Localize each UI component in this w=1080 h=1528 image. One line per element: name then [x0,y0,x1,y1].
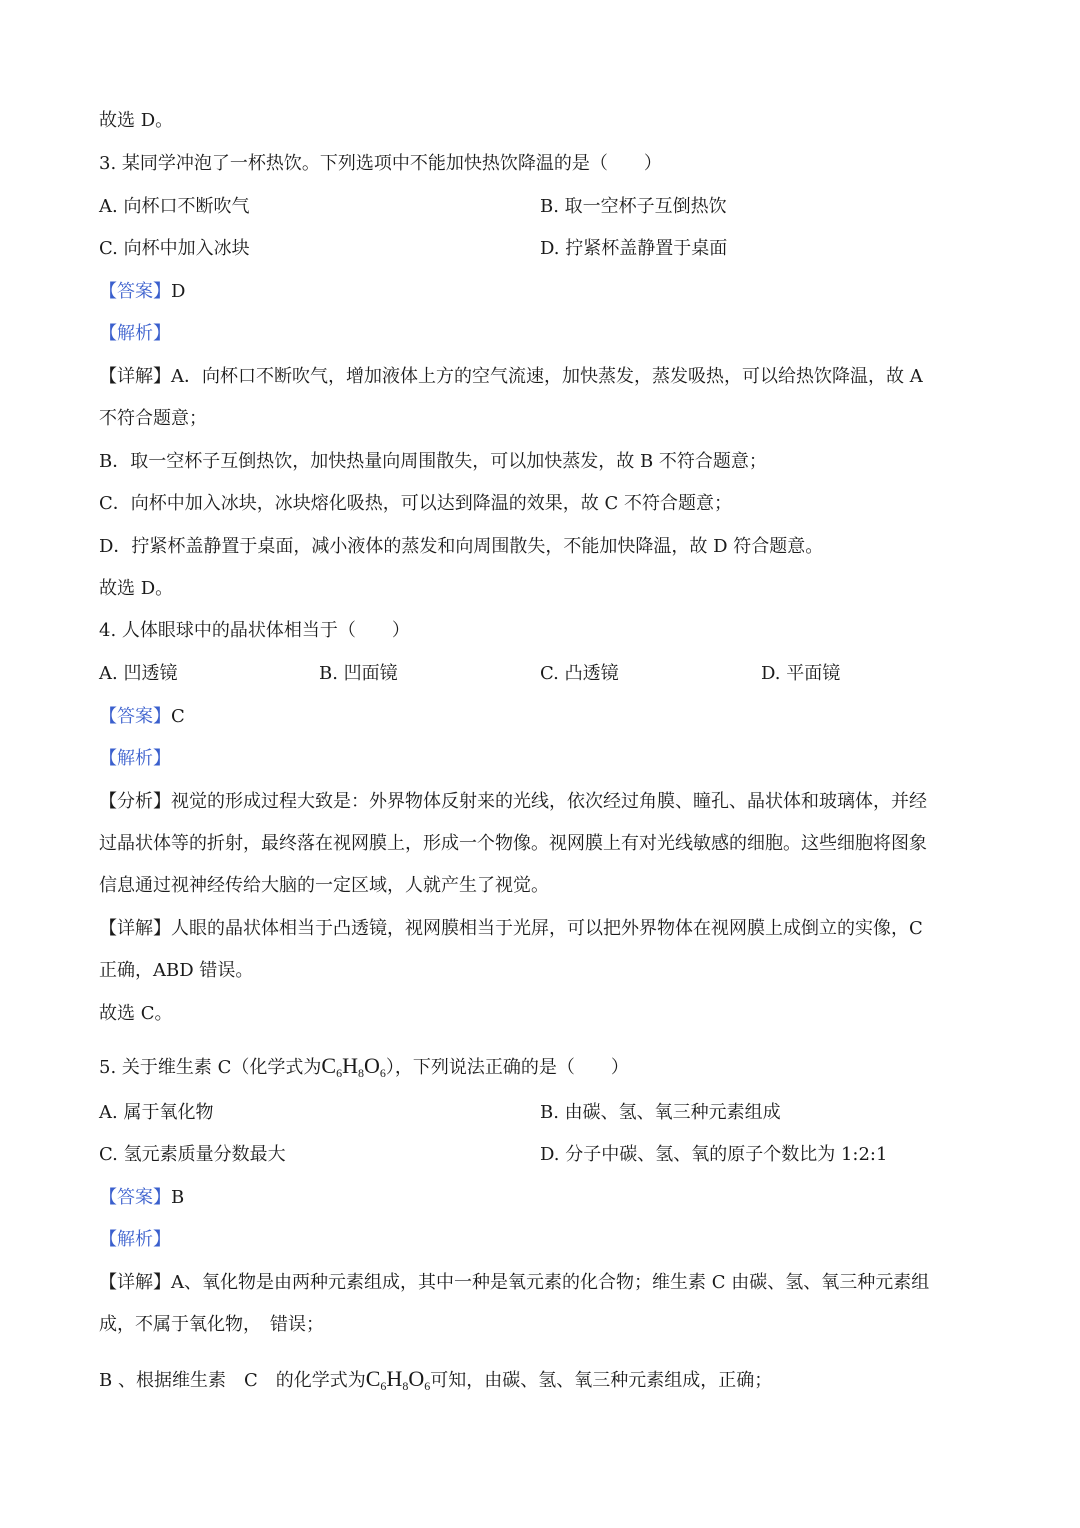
fenxi-tag: 【分析】 [99,791,171,812]
q3-detail-line-2: 不符合题意； [99,408,207,429]
q4-stem: 4. 人体眼球中的晶状体相当于（ ） [99,620,410,641]
formula-c: C [365,1366,381,1391]
q4-analysis-tag: 【解析】 [99,748,171,769]
formula-o-sub: 6 [379,1066,386,1080]
formula-h-sub: 8 [357,1066,364,1080]
detail-prefix: B 、根据维生素 C 的化学式为 [99,1370,366,1391]
detail-text: A、氧化物是由两种元素组成，其中一种是氧元素的化合物；维生素 C 由碳、氢、氧三种元素组 [171,1272,930,1293]
q5-stem [99,1054,979,1085]
stem-prefix: 5. 关于维生素 C（化学式为 [99,1057,322,1078]
q4-answer [99,705,979,729]
formula-o: O [363,1053,380,1078]
formula-c: C [321,1053,337,1078]
detail-tag: 【详解】 [99,918,171,939]
q4-conclusion: 故选 C。 [99,1003,173,1024]
q5-option-a: A. 属于氧化物 [99,1102,214,1123]
q4-fenxi-line-3: 信息通过视神经传给大脑的一定区域，人就产生了视觉。 [99,875,549,896]
q5-option-d: D. 分子中碳、氢、氧的原子个数比为 1:2:1 [540,1144,888,1165]
detail-suffix: 可知，由碳、氢、氧三种元素组成，正确； [430,1370,773,1391]
q2-conclusion: 故选 D。 [99,110,174,131]
detail-text: A．向杯口不断吹气，增加液体上方的空气流速，加快蒸发，蒸发吸热，可以给热饮降温，故 A [171,366,923,387]
q4-detail-line-1 [99,917,979,941]
answer-value: D [171,281,186,302]
formula-h: H [342,1053,358,1078]
q3-option-b: B. 取一空杯子互倒热饮 [540,196,727,217]
q3-option-d: D. 拧紧杯盖静置于桌面 [540,238,728,259]
q4-option-d: D. 平面镜 [761,663,841,684]
q5-analysis-tag: 【解析】 [99,1229,171,1250]
detail-tag: 【详解】 [99,366,171,387]
answer-value: C [171,706,185,727]
q3-detail-line-4: C．向杯中加入冰块，冰块熔化吸热，可以达到降温的效果，故 C 不符合题意； [99,493,732,514]
chemical-formula [366,1366,430,1391]
formula-h-sub: 8 [402,1379,409,1393]
q4-fenxi-line-2: 过晶状体等的折射，最终落在视网膜上，形成一个物像。视网膜上有对光线敏感的细胞。这些细胞将图象 [99,833,927,854]
q5-answer [99,1186,979,1210]
q3-detail-line-3: B．取一空杯子互倒热饮，加快热量向周围散失，可以加快蒸发，故 B 不符合题意； [99,451,767,472]
formula-o: O [408,1366,425,1391]
answer-tag: 【答案】 [99,281,171,302]
q4-option-c: C. 凸透镜 [540,663,619,684]
q4-option-b: B. 凹面镜 [319,663,398,684]
q3-option-a: A. 向杯口不断吹气 [99,196,250,217]
q4-fenxi-line-1 [99,790,979,814]
detail-tag: 【详解】 [99,1272,171,1293]
formula-c-sub: 6 [336,1066,343,1080]
q5-option-b: B. 由碳、氢、氧三种元素组成 [540,1102,781,1123]
q5-option-c: C. 氢元素质量分数最大 [99,1144,286,1165]
q5-detail-line-2: 成，不属于氧化物， 错误； [99,1314,324,1335]
q5-detail-line-3 [99,1367,979,1398]
answer-value: B [171,1187,185,1208]
detail-text: 人眼的晶状体相当于凸透镜，视网膜相当于光屏，可以把外界物体在视网膜上成倒立的实像，C [171,918,923,939]
q3-detail-line-1 [99,365,979,389]
q3-detail-line-5: D．拧紧杯盖静置于桌面，减小液体的蒸发和向周围散失，不能加快降温，故 D 符合题意。 [99,536,824,557]
formula-h: H [386,1366,403,1391]
answer-tag: 【答案】 [99,1187,171,1208]
formula-o-sub: 6 [424,1379,431,1393]
q3-option-c: C. 向杯中加入冰块 [99,238,250,259]
q3-answer [99,280,979,304]
answer-tag: 【答案】 [99,706,171,727]
q3-conclusion: 故选 D。 [99,578,174,599]
q5-detail-line-1 [99,1271,979,1295]
formula-c-sub: 6 [380,1379,387,1393]
fenxi-text: 视觉的形成过程大致是：外界物体反射来的光线，依次经过角膜、瞳孔、晶状体和玻璃体，并经 [171,791,927,812]
q3-analysis-tag: 【解析】 [99,323,171,344]
q3-stem: 3. 某同学冲泡了一杯热饮。下列选项中不能加快热饮降温的是（ ） [99,153,662,174]
q4-detail-line-2: 正确，ABD 错误。 [99,960,254,981]
chemical-formula [321,1053,385,1078]
q4-option-a: A. 凹透镜 [99,663,178,684]
stem-suffix: ），下列说法正确的是（ ） [385,1057,629,1078]
